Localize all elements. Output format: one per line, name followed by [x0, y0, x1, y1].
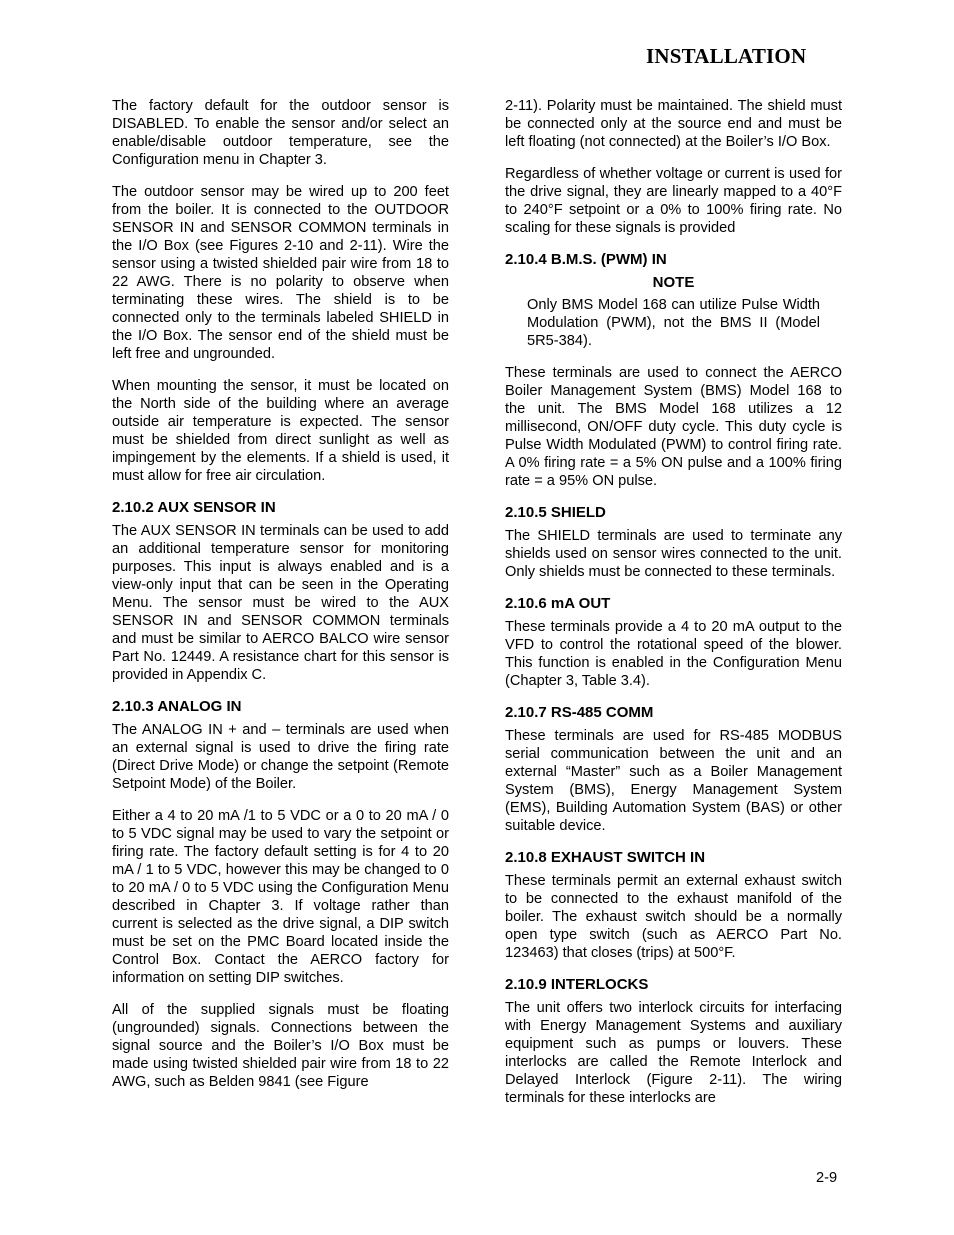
section-heading-bms-pwm: 2.10.4 B.M.S. (PWM) IN	[505, 251, 667, 268]
analog-in-paragraph-3: All of the supplied signals must be floating (ungrounded) signals. Connections between the signal source and the Boiler’s I/O Box must be made using twisted shielded pair wire from 18 to 22 AWG, such as Belden 9841 (see Figure	[112, 1002, 449, 1090]
section-heading-shield: 2.10.5 SHIELD	[505, 504, 606, 521]
exhaust-switch-paragraph: These terminals permit an external exhaust switch to be connected to the exhaust manifold of the boiler. The exhaust switch should be a normally open type switch (such as AERCO Part No. 123463) that closes (trips) at 500°F.	[505, 873, 842, 961]
signal-mapping-paragraph: Regardless of whether voltage or current is used for the drive signal, they are linearly mapped to a 40°F to 240°F setpoint or a 0% to 100% firing rate. No scaling for these signals is provided	[505, 166, 842, 236]
left-column	[112, 97, 449, 1105]
shield-paragraph: The SHIELD terminals are used to terminate any shields used on sensor wires connected to the unit. Only shields must be connected to these terminals.	[505, 528, 842, 580]
section-heading-ma-out: 2.10.6 mA OUT	[505, 595, 611, 612]
analog-in-continued-paragraph: 2-11). Polarity must be maintained. The shield must be connected only at the source end and must be left floating (not connected) at the Boiler’s I/O Box.	[505, 98, 842, 150]
section-heading-rs485: 2.10.7 RS-485 COMM	[505, 704, 654, 721]
section-heading-analog-in: 2.10.3 ANALOG IN	[112, 698, 242, 715]
section-heading-exhaust-switch: 2.10.8 EXHAUST SWITCH IN	[505, 849, 706, 866]
right-column	[505, 97, 842, 1121]
page-number: 2-9	[816, 1170, 838, 1186]
outdoor-sensor-mounting-paragraph: When mounting the sensor, it must be located on the North side of the building where an average outside air temperature is expected. The sensor must be shielded from direct sunlight as well as impingement by the elements. If a shield is used, it must allow for free air circulation.	[112, 378, 449, 484]
bms-paragraph: These terminals are used to connect the AERCO Boiler Management System (BMS) Model 168 to the unit. The BMS Model 168 utilizes a 12 millisecond, ON/OFF duty cycle. This duty cycle is Pulse Width Modulated (PWM) to control firing rate. A 0% firing rate = a 5% ON pulse and a 100% firing rate = a 95% ON pulse.	[505, 365, 842, 489]
outdoor-sensor-wiring-paragraph: The outdoor sensor may be wired up to 200 feet from the boiler. It is connected to the OUTDOOR SENSOR IN and SENSOR COMMON terminals in the I/O Box (see Figures 2-10 and 2-11). Wire the sensor using a twisted shielded pair wire from 18 to 22 AWG. There is no polarity to observe when terminating these wires. The shield is to be connected only to the terminals labeled SHIELD in the I/O Box. The sensor end of the shield must be left free and ungrounded.	[112, 184, 449, 362]
outdoor-sensor-default-paragraph: The factory default for the outdoor sensor is DISABLED. To enable the sensor and/or select an enable/disable outdoor temperature, see the Configuration menu in Chapter 3.	[112, 98, 449, 168]
ma-out-paragraph: These terminals provide a 4 to 20 mA output to the VFD to control the rotational speed of the blower. This function is enabled in the Configuration Menu (Chapter 3, Table 3.4).	[505, 619, 842, 689]
section-heading-interlocks: 2.10.9 INTERLOCKS	[505, 976, 649, 993]
aux-sensor-paragraph: The AUX SENSOR IN terminals can be used to add an additional temperature sensor for monitoring purposes. This input is always enabled and is a view-only input that can be seen in the Operating Menu. The sensor must be wired to the AUX SENSOR IN and SENSOR COMMON terminals and must be similar to AERCO BALCO wire sensor Part No. 12449. A resistance chart for this sensor is provided in Appendix C.	[112, 523, 449, 683]
section-heading-aux-sensor: 2.10.2 AUX SENSOR IN	[112, 499, 276, 516]
analog-in-paragraph-1: The ANALOG IN + and – terminals are used when an external signal is used to drive the firing rate (Direct Drive Mode) or change the setpoint (Remote Setpoint Mode) of the Boiler.	[112, 722, 449, 792]
interlocks-paragraph: The unit offers two interlock circuits for interfacing with Energy Management Systems and auxiliary equipment such as pumps or louvers. These interlocks are called the Remote Interlock and Delayed Interlock (Figure 2-11). The wiring terminals for these interlocks are	[505, 1000, 842, 1106]
rs485-paragraph: These terminals are used for RS-485 MODBUS serial communication between the unit and an external “Master” such as a Boiler Management System (BMS), Energy Management System (EMS), Building Automation System (BAS) or other suitable device.	[505, 728, 842, 834]
note-title: NOTE	[652, 274, 695, 291]
page-header-title: INSTALLATION	[646, 44, 807, 68]
analog-in-paragraph-2: Either a 4 to 20 mA /1 to 5 VDC or a 0 to 20 mA / 0 to 5 VDC signal may be used to vary the setpoint or firing rate. The factory default setting is for 4 to 20 mA / 1 to 5 VDC, however this may be changed to 0 to 20 mA / 0 to 5 VDC using the Configuration Menu described in Chapter 3. If voltage rather than current is selected as the drive signal, a DIP switch must be set on the PMC Board located inside the Control Box. Contact the AERCO factory for information on setting DIP switches.	[112, 808, 449, 986]
note-body: Only BMS Model 168 can utilize Pulse Width Modulation (PWM), not the BMS II (Model 5R5-384).	[527, 297, 820, 349]
